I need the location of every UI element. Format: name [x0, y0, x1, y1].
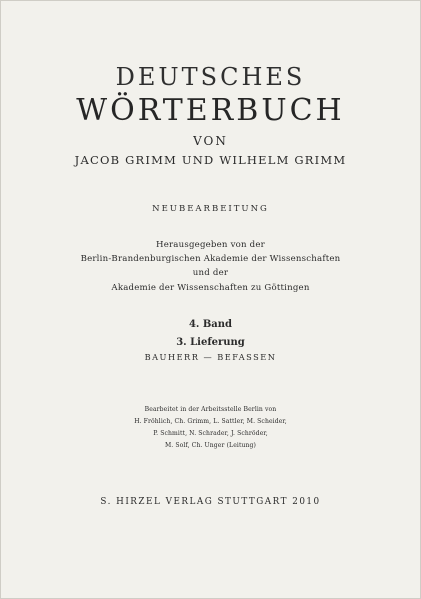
editors-line-2: Berlin-Brandenburgischen Akademie der Wissenschaften — [80, 254, 341, 264]
contributors-line-2: H. Fröhlich, Ch. Grimm, L. Sattler, M. Scheider, — [134, 418, 287, 425]
edition-label: NEUBEARBEITUNG — [152, 204, 269, 214]
authors: JACOB GRIMM UND WILHELM GRIMM — [74, 153, 347, 167]
contributors-line-4: M. Solf, Ch. Unger (Leitung) — [164, 442, 257, 449]
editors-line-1: Herausgegeben von der — [156, 240, 265, 250]
editors-line-3: und der — [192, 268, 229, 278]
contributors-line-1: Bearbeitet in der Arbeitsstelle Berlin von — [144, 406, 277, 413]
von-label: VON — [193, 134, 228, 148]
title-line-1: DEUTSCHES — [115, 63, 306, 91]
volume-lieferung: 3. Lieferung — [176, 337, 245, 348]
volume-band: 4. Band — [188, 319, 233, 330]
contributors-line-3: P. Schmitt, N. Schrader, J. Schröder, — [153, 430, 268, 437]
volume-range: BAUHERR — BEFASSEN — [144, 352, 277, 362]
publisher-imprint: S. HIRZEL VERLAG STUTTGART 2010 — [100, 497, 321, 507]
editors-line-4: Akademie der Wissenschaften zu Göttingen — [111, 283, 310, 293]
title-line-2: WÖRTERBUCH — [76, 93, 345, 128]
